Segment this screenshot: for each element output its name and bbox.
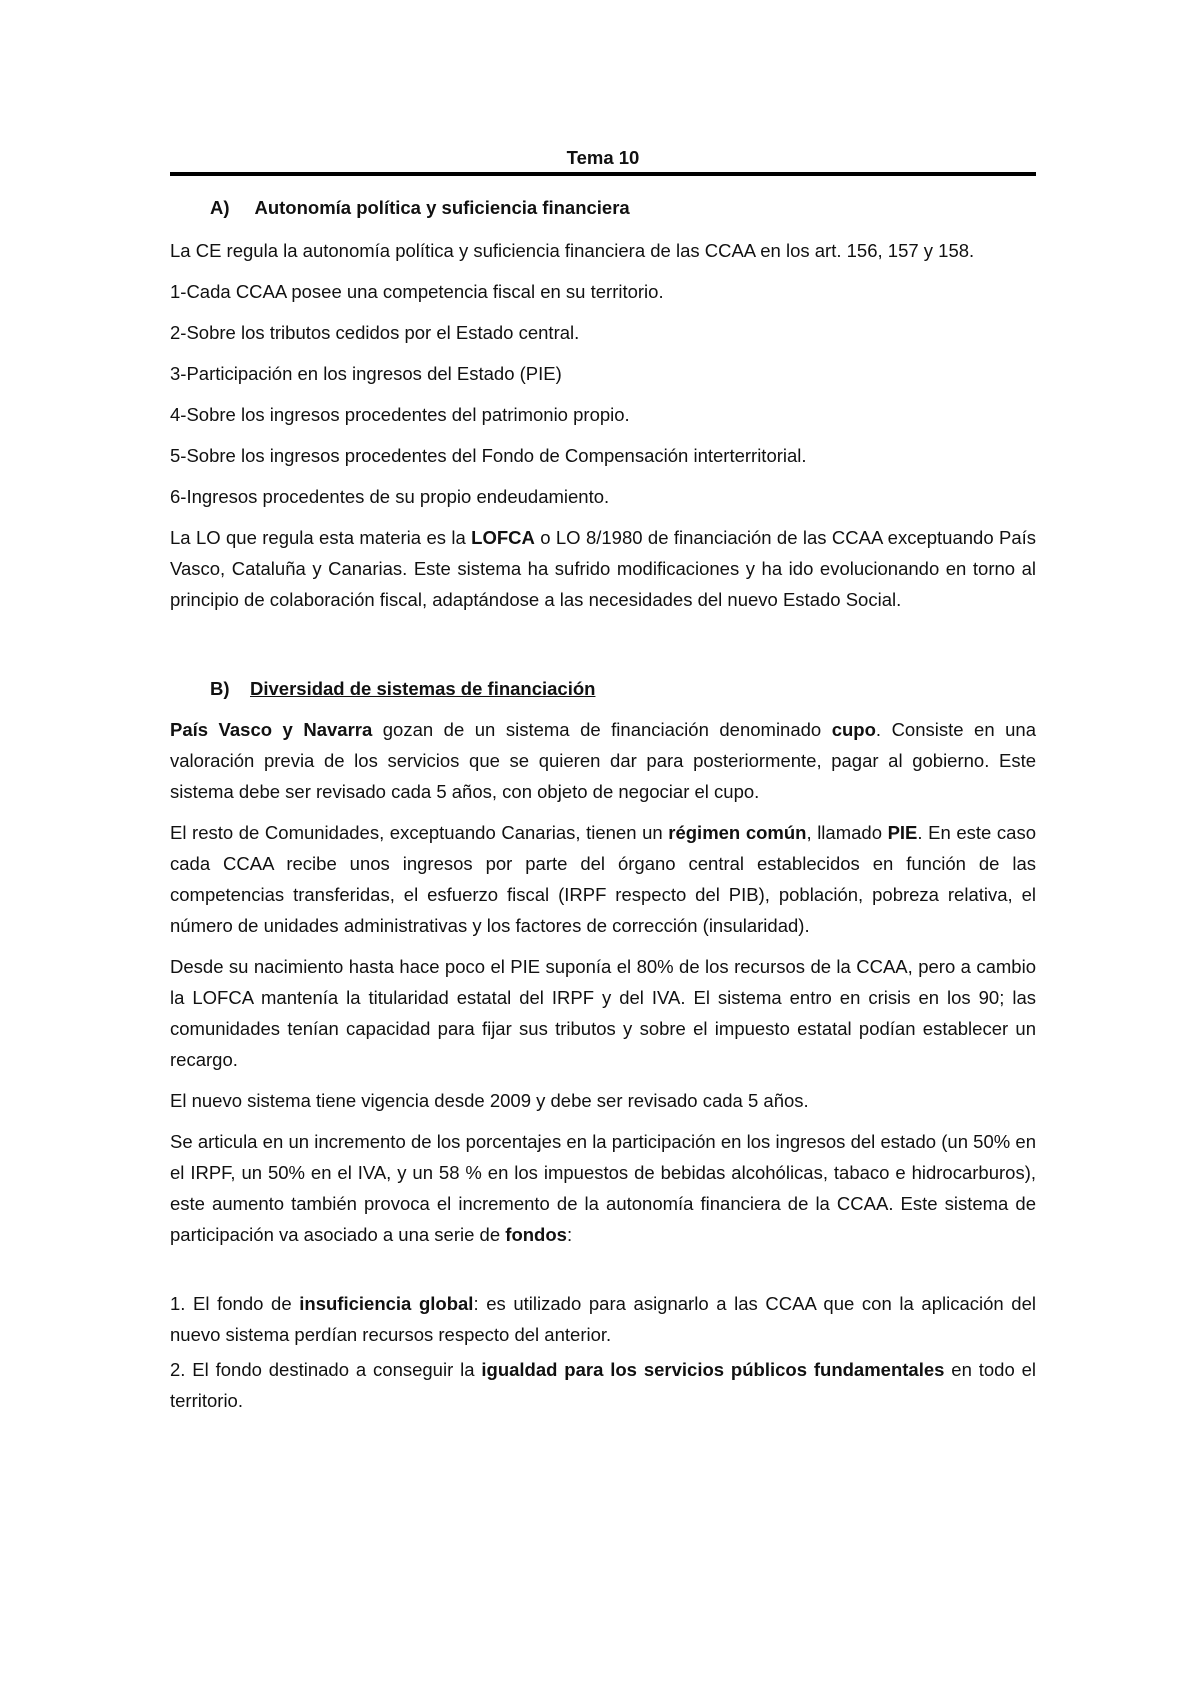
bold-text: insuficiencia global [299, 1293, 474, 1314]
text: en todo el territorio. [170, 1359, 1037, 1411]
list-item: 1-Cada CCAA posee una competencia fiscal en su territorio. [170, 281, 664, 302]
list-item: 6-Ingresos procedentes de su propio endeudamiento. [170, 486, 610, 507]
section-b-heading [170, 673, 1036, 704]
vigencia-paragraph: El nuevo sistema tiene vigencia desde 2009 y debe ser revisado cada 5 años. [170, 1090, 809, 1111]
bold-text: régimen común [668, 822, 807, 843]
lofca-text-1: La LO que regula esta materia es la [170, 527, 472, 548]
section-a-letter: A) [210, 197, 230, 218]
bold-text: País Vasco y Navarra [170, 719, 373, 740]
text: : es utilizado para asignarlo a las CCAA que con la aplicación del nuevo sistema perdían recursos respecto del anterior. [170, 1293, 1036, 1345]
lofca-text-2: o LO 8/1980 de financiación de las CCAA exceptuando País Vasco, Cataluña y Canarias. Este sistema ha sufrido modificaciones y ha ido evolucionando en torno al principio de colaboración fiscal, adaptándose a las necesidades del nuevo Estado Social. [170, 527, 1036, 610]
bold-text: cupo [831, 719, 876, 740]
text: Se articula en un incremento de los porcentajes en la participación en los ingresos del estado (un 50% en el IRPF, un 50% en el IVA, y un 58 % en los impuestos de bebidas alcohólicas, tabaco e hidrocarburos), este aumento también provoca el incremento de la autonomía financiera de la CCAA. Este sistema de participación va asociado a una serie de [170, 1131, 1036, 1245]
bold-text: igualdad para los servicios públicos fundamentales [481, 1359, 945, 1380]
fondo-item-1 [170, 1288, 1036, 1350]
section-a-title: Autonomía política y suficiencia financiera [254, 197, 630, 218]
section-b-title: Diversidad de sistemas de financiación [250, 678, 596, 699]
list-item: 5-Sobre los ingresos procedentes del Fondo de Compensación interterritorial. [170, 445, 807, 466]
list-item: 3-Participación en los ingresos del Estado (PIE) [170, 363, 562, 384]
list-item: 4-Sobre los ingresos procedentes del patrimonio propio. [170, 404, 630, 425]
title-rule [170, 172, 1036, 176]
regimen-comun-paragraph [170, 817, 1036, 941]
document-body [170, 192, 1036, 1416]
section-b-letter: B) [210, 678, 230, 699]
list-item: 2-Sobre los tributos cedidos por el Estado central. [170, 322, 580, 343]
participacion-paragraph [170, 1126, 1036, 1250]
bold-text: PIE [887, 822, 918, 843]
text: : [566, 1224, 573, 1245]
fondo-item-2 [170, 1354, 1036, 1416]
cupo-paragraph [170, 714, 1036, 807]
page-title: Tema 10 [566, 147, 640, 168]
text: . Consiste en una valoración previa de los servicios que se quieren dar para posteriormente, pagar al gobierno. Este sistema debe ser revisado cada 5 años, con objeto de negociar el cupo. [170, 719, 1036, 802]
document-page [170, 0, 1036, 1698]
lofca-paragraph [170, 522, 1036, 615]
text: 2. El fondo destinado a conseguir la [170, 1359, 482, 1380]
lofca-bold: LOFCA [471, 527, 535, 548]
text: , llamado [806, 822, 888, 843]
bold-text: fondos [505, 1224, 567, 1245]
text: gozan de un sistema de financiación denominado [372, 719, 832, 740]
section-a-heading [170, 192, 1036, 223]
text: El resto de Comunidades, exceptuando Canarias, tienen un [170, 822, 669, 843]
text: . En este caso cada CCAA recibe unos ingresos por parte del órgano central establecidos en función de las competencias transferidas, el esfuerzo fiscal (IRPF respecto del PIB), población, pobreza relativa, el número de unidades administrativas y los factores de corrección (insularidad). [170, 822, 1036, 936]
text: 1. El fondo de [170, 1293, 300, 1314]
section-a-intro: La CE regula la autonomía política y suficiencia financiera de las CCAA en los art. 156, 157 y 158. [170, 240, 975, 261]
pie-history-paragraph: Desde su nacimiento hasta hace poco el PIE suponía el 80% de los recursos de la CCAA, pero a cambio la LOFCA mantenía la titularidad estatal del IRPF y del IVA. El sistema entro en crisis en los 90; las comunidades tenían capacidad para fijar sus tributos y sobre el impuesto estatal podían establecer un recargo. [170, 956, 1036, 1070]
